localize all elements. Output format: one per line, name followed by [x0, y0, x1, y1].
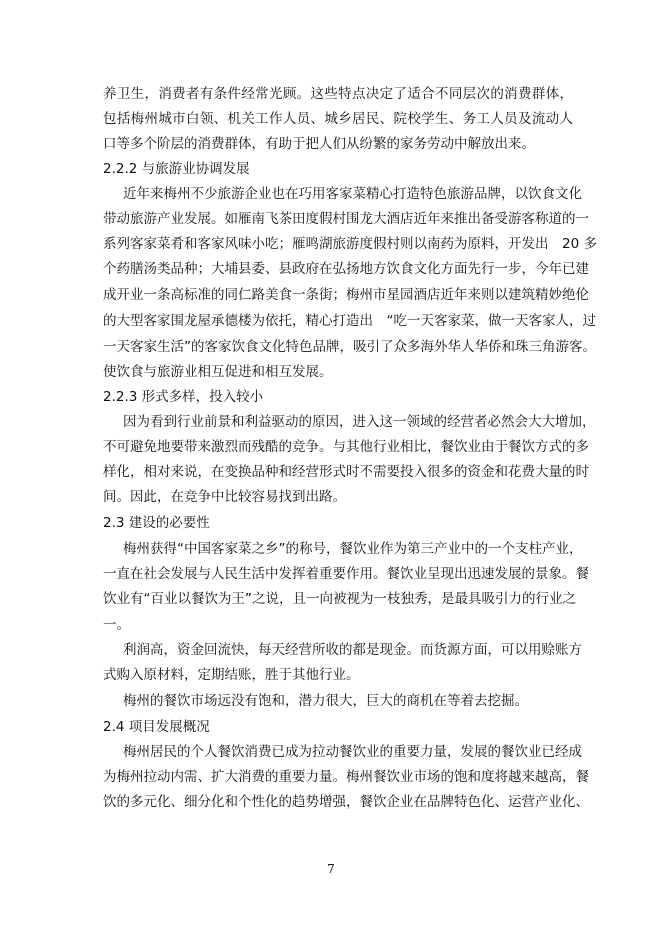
body-text-line: 饮业有“百业以餐饮为王”之说，且一向被视为一枝独秀，是最具吸引力的行业之 [103, 591, 576, 607]
body-text-line: 梅州获得“中国客家菜之乡”的称号，餐饮业作为第三产业中的一个支柱产业， [123, 541, 583, 557]
body-text-line: 式购入原材料，定期结账，胜于其他行业。 [103, 667, 360, 683]
body-text-line: 近年来梅州不少旅游企业也在巧用客家菜精心打造特色旅游品牌，以饮食文化 [123, 186, 582, 202]
body-text-line: 不可避免地要带来激烈而残酷的竞争。与其他行业相比，餐饮业由于餐饮方式的多 [103, 439, 589, 455]
body-text-line: 梅州居民的个人餐饮消费已成为拉动餐饮业的重要力量，发展的餐饮业已经成 [123, 744, 582, 760]
body-text-line: 梅州的餐饮市场远没有饱和，潜力很大，巨大的商机在等着去挖掘。 [123, 693, 528, 709]
body-text-line: 的大型客家围龙屋承德楼为依托，精心打造出 “吃一天客家菜，做一天客家人，过 [103, 313, 596, 329]
section-heading-2-2-3: 2.2.3 形式多样，投入较小 [103, 389, 264, 405]
body-text-line: 一天客家生活”的客家饮食文化特色品牌，吸引了众多海外华人华侨和珠三角游客。 [103, 339, 596, 355]
body-text-line: 养卫生，消费者有条件经常光顾。这些特点决定了适合不同层次的消费群体， [103, 86, 573, 102]
body-text-line: 带动旅游产业发展。如雁南飞茶田度假村围龙大酒店近年来推出备受游客称道的一 [103, 211, 589, 227]
body-text-line: 口等多个阶层的消费群体，有助于把人们从纷繁的家务劳动中解放出来。 [103, 136, 535, 152]
body-text-line: 一直在社会发展与人民生活中发挥着重要作用。餐饮业呈现出迅速发展的景象。餐 [103, 566, 589, 582]
body-text-line: 利润高，资金回流快，每天经营所收的都是现金。而货源方面，可以用赊账方 [123, 642, 582, 658]
body-text-line: 系列客家菜肴和客家风味小吃；雁鸣湖旅游度假村则以南药为原料，开发出 20 多 [103, 236, 597, 252]
body-text-line: 为梅州拉动内需、扩大消费的重要力量。梅州餐饮业市场的饱和度将越来越高，餐 [103, 769, 589, 785]
body-text-line: 个药膳汤类品种；大埔县委、县政府在弘扬地方饮食文化方面先行一步，今年已建 [103, 261, 589, 277]
section-heading-2-4: 2.4 项目发展概况 [103, 719, 210, 735]
body-text-line: 一。 [103, 617, 130, 633]
page-number: 7 [327, 862, 335, 876]
body-text-line: 饮的多元化、细分化和个性化的趋势增强，餐饮企业在品牌特色化、运营产业化、 [103, 794, 589, 810]
body-text-line: 包括梅州城市白领、机关工作人员、城乡居民、院校学生、务工人员及流动人 [103, 111, 573, 127]
body-text-line: 间。因此，在竞争中比较容易找到出路。 [103, 489, 346, 505]
section-heading-2-2-2: 2.2.2 与旅游业协调发展 [103, 161, 250, 177]
body-text-line: 因为看到行业前景和利益驱动的原因，进入这一领域的经营者必然会大大增加， [123, 414, 596, 430]
body-text-line: 样化，相对来说，在变换品种和经营形式时不需要投入很多的资金和花费大量的时 [103, 464, 589, 480]
body-text-line: 使饮食与旅游业相互促进和相互发展。 [103, 364, 333, 380]
body-text-line: 成开业一条高标准的同仁路美食一条街；梅州市星园酒店近年来则以建筑精妙绝伦 [103, 287, 589, 303]
section-heading-2-3: 2.3 建设的必要性 [103, 515, 210, 531]
